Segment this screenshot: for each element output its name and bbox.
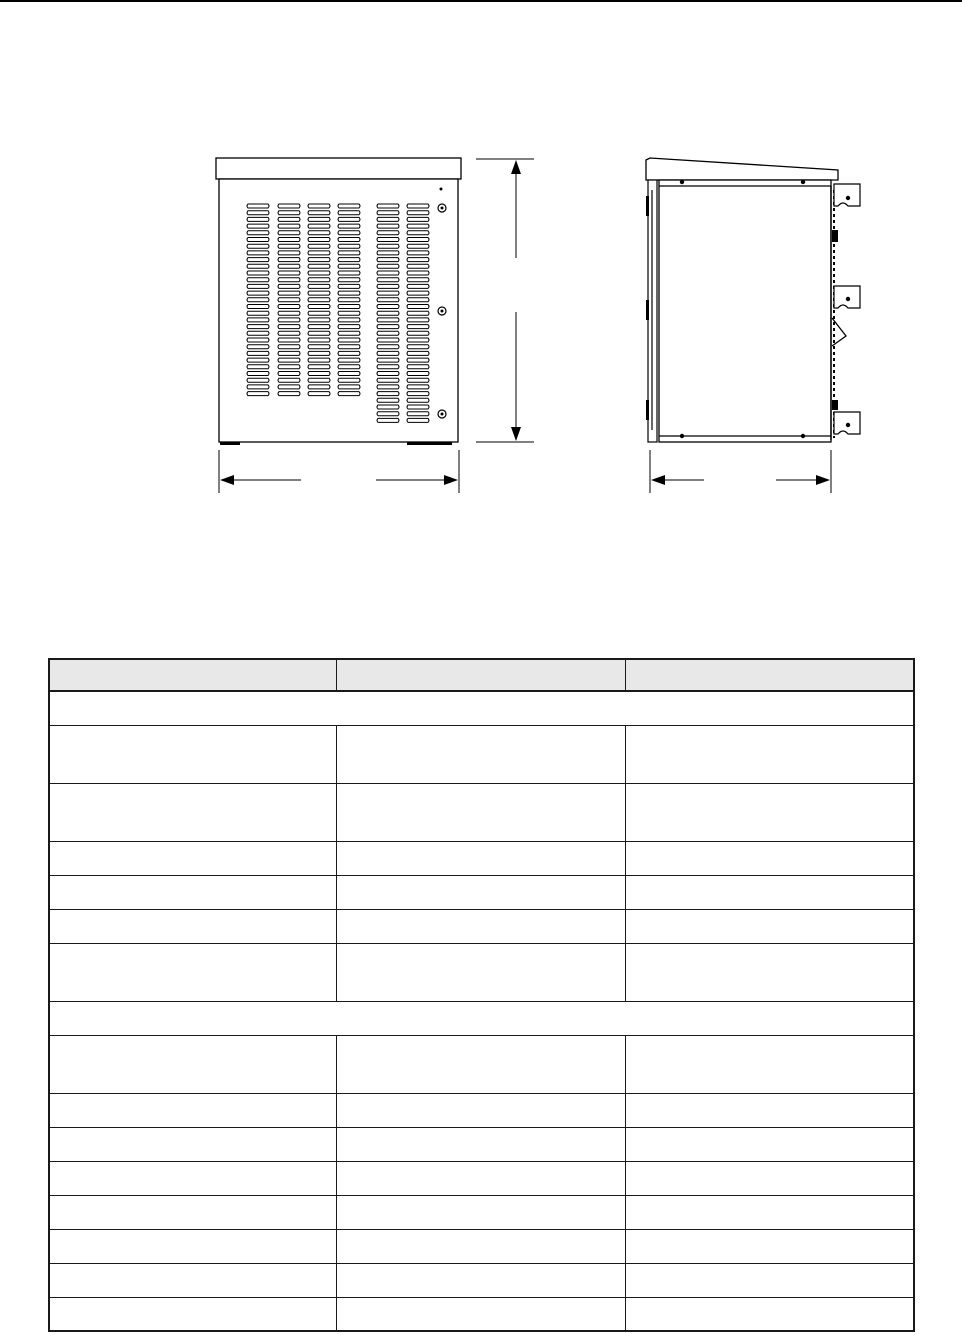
table-cell <box>625 1093 914 1127</box>
table-cell <box>49 725 336 783</box>
table-row <box>49 1263 914 1297</box>
table-cell <box>49 1263 336 1297</box>
table-cell <box>49 1093 336 1127</box>
table-row <box>49 1127 914 1161</box>
table-cell <box>49 875 336 909</box>
table-cell <box>336 943 625 1001</box>
table-cell <box>49 1195 336 1229</box>
column-header <box>49 659 336 691</box>
table-row <box>49 909 914 943</box>
table-cell <box>336 783 625 841</box>
table-cell <box>336 909 625 943</box>
table-row <box>49 725 914 783</box>
table-cell <box>49 1229 336 1263</box>
table-cell <box>625 943 914 1001</box>
table-cell <box>625 725 914 783</box>
table-cell <box>49 841 336 875</box>
table-cell <box>336 1263 625 1297</box>
front-height-dimension <box>476 159 534 442</box>
table-cell <box>49 1035 336 1093</box>
table-cell <box>625 1297 914 1331</box>
table-cell <box>625 1035 914 1093</box>
table-cell <box>336 1093 625 1127</box>
table-cell <box>625 783 914 841</box>
table-row <box>49 1229 914 1263</box>
table-cell <box>336 841 625 875</box>
table-cell <box>625 1263 914 1297</box>
specification-table <box>48 658 915 1332</box>
side-view <box>646 158 860 442</box>
table-row <box>49 1297 914 1331</box>
table-cell <box>625 1161 914 1195</box>
table-row <box>49 783 914 841</box>
table-row <box>49 943 914 1001</box>
table-cell <box>49 943 336 1001</box>
table-cell <box>49 1297 336 1331</box>
table-cell <box>336 1161 625 1195</box>
table-row <box>49 1035 914 1093</box>
side-depth-dimension <box>650 450 831 493</box>
table-cell <box>625 1127 914 1161</box>
table-cell <box>625 1195 914 1229</box>
table-cell <box>336 1035 625 1093</box>
table-cell <box>336 875 625 909</box>
table-row <box>49 1093 914 1127</box>
table-cell <box>49 909 336 943</box>
section-label <box>49 1001 914 1035</box>
front-width-dimension <box>219 450 459 493</box>
table-row <box>49 841 914 875</box>
front-view <box>216 158 461 445</box>
table-cell <box>49 1161 336 1195</box>
table-cell <box>336 1127 625 1161</box>
enclosure-dimension-drawing <box>0 0 962 560</box>
table-body <box>49 691 914 1331</box>
table-section-row <box>49 691 914 725</box>
table-cell <box>49 1127 336 1161</box>
table-cell <box>625 841 914 875</box>
table-section-row <box>49 1001 914 1035</box>
table-row <box>49 1161 914 1195</box>
table-cell <box>49 783 336 841</box>
table-row <box>49 1195 914 1229</box>
column-header <box>336 659 625 691</box>
table-header-row <box>49 659 914 691</box>
table-cell <box>336 1297 625 1331</box>
table-cell <box>625 1229 914 1263</box>
mounting-brackets <box>834 184 860 434</box>
table-cell <box>336 725 625 783</box>
section-label <box>49 691 914 725</box>
table-cell <box>625 909 914 943</box>
table-cell <box>625 875 914 909</box>
column-header <box>625 659 914 691</box>
table-cell <box>336 1195 625 1229</box>
table-row <box>49 875 914 909</box>
table-cell <box>336 1229 625 1263</box>
